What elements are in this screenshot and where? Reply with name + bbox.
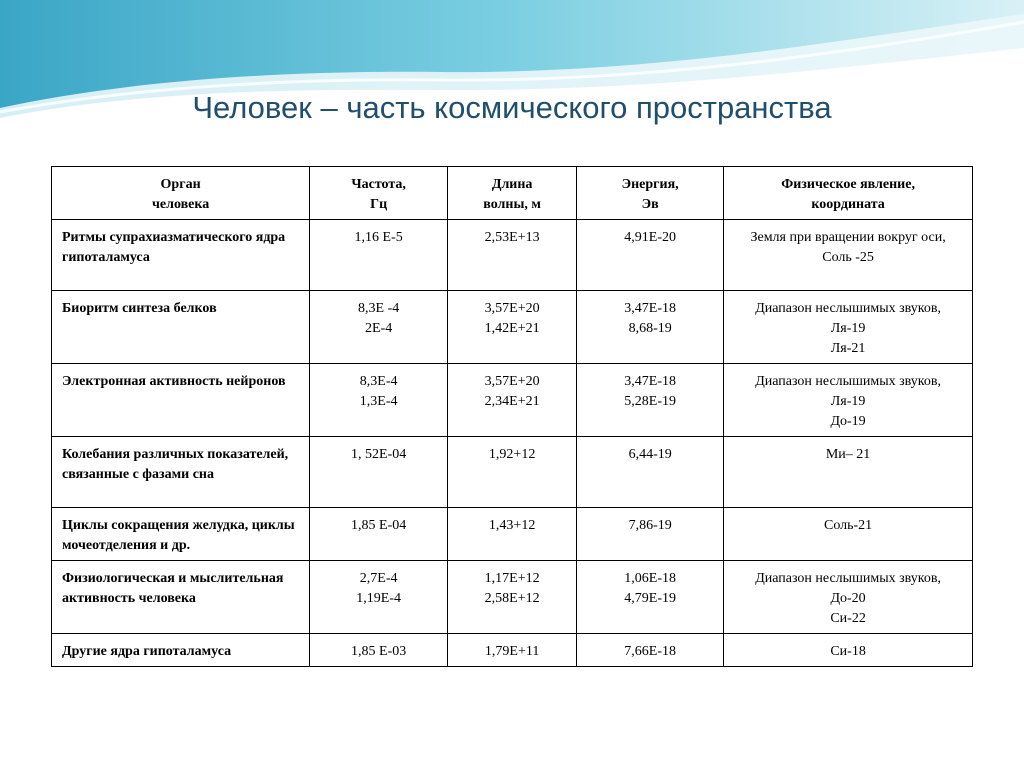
cell-phenomenon: Си-18 (724, 634, 973, 667)
table-row (52, 364, 973, 437)
cell-energy: 1,06Е-18 4,79Е-19 (577, 561, 724, 634)
cell-frequency: 1,85 Е-04 (310, 508, 448, 561)
header-energy: Энергия, Эв (577, 167, 724, 220)
table-row (52, 561, 973, 634)
cell-organ: Циклы сокращения желудка, циклы мочеотделения и др. (52, 508, 310, 561)
cell-energy: 7,66Е-18 (577, 634, 724, 667)
slide-title: Человек – часть космического пространства (192, 90, 832, 125)
cell-organ: Другие ядра гипоталамуса (52, 634, 310, 667)
data-table (51, 166, 973, 667)
cell-phenomenon: Диапазон неслышимых звуков, Ля-19 Ля-21 (724, 291, 973, 364)
cell-frequency: 8,3Е-4 1,3Е-4 (310, 364, 448, 437)
cell-energy: 3,47Е-18 8,68-19 (577, 291, 724, 364)
cell-organ: Электронная активность нейронов (52, 364, 310, 437)
cell-frequency: 1,16 Е-5 (310, 220, 448, 291)
cell-energy: 3,47Е-18 5,28Е-19 (577, 364, 724, 437)
table-body (52, 220, 973, 667)
header-row (52, 167, 973, 220)
cell-wavelength: 3,57Е+20 2,34Е+21 (448, 364, 577, 437)
cell-wavelength: 1,17Е+12 2,58Е+12 (448, 561, 577, 634)
cell-organ: Биоритм синтеза белков (52, 291, 310, 364)
header-organ: Орган человека (52, 167, 310, 220)
cell-phenomenon: Диапазон неслышимых звуков, До-20 Си-22 (724, 561, 973, 634)
table-row (52, 291, 973, 364)
cell-wavelength: 1,79Е+11 (448, 634, 577, 667)
cell-frequency: 2,7Е-4 1,19Е-4 (310, 561, 448, 634)
cell-energy: 6,44-19 (577, 437, 724, 508)
cell-organ: Физиологическая и мыслительная активность человека (52, 561, 310, 634)
cell-wavelength: 1,43+12 (448, 508, 577, 561)
table-row (52, 634, 973, 667)
cell-phenomenon: Диапазон неслышимых звуков, Ля-19 До-19 (724, 364, 973, 437)
table-row (52, 437, 973, 508)
table-row (52, 220, 973, 291)
cell-wavelength: 2,53Е+13 (448, 220, 577, 291)
header-frequency: Частота, Гц (310, 167, 448, 220)
cell-organ: Колебания различных показателей, связанные с фазами сна (52, 437, 310, 508)
header-phenomenon: Физическое явление, координата (724, 167, 973, 220)
cell-phenomenon: Соль-21 (724, 508, 973, 561)
cell-frequency: 1, 52Е-04 (310, 437, 448, 508)
cell-wavelength: 1,92+12 (448, 437, 577, 508)
header-wavelength: Длина волны, м (448, 167, 577, 220)
table-header (52, 167, 973, 220)
table-row (52, 508, 973, 561)
cell-phenomenon: Ми– 21 (724, 437, 973, 508)
cell-phenomenon: Земля при вращении вокруг оси, Соль -25 (724, 220, 973, 291)
cell-frequency: 8,3Е -4 2Е-4 (310, 291, 448, 364)
cell-wavelength: 3,57Е+20 1,42Е+21 (448, 291, 577, 364)
cell-frequency: 1,85 Е-03 (310, 634, 448, 667)
cell-energy: 4,91Е-20 (577, 220, 724, 291)
cell-organ: Ритмы супрахиазматического ядра гипоталамуса (52, 220, 310, 291)
cell-energy: 7,86-19 (577, 508, 724, 561)
